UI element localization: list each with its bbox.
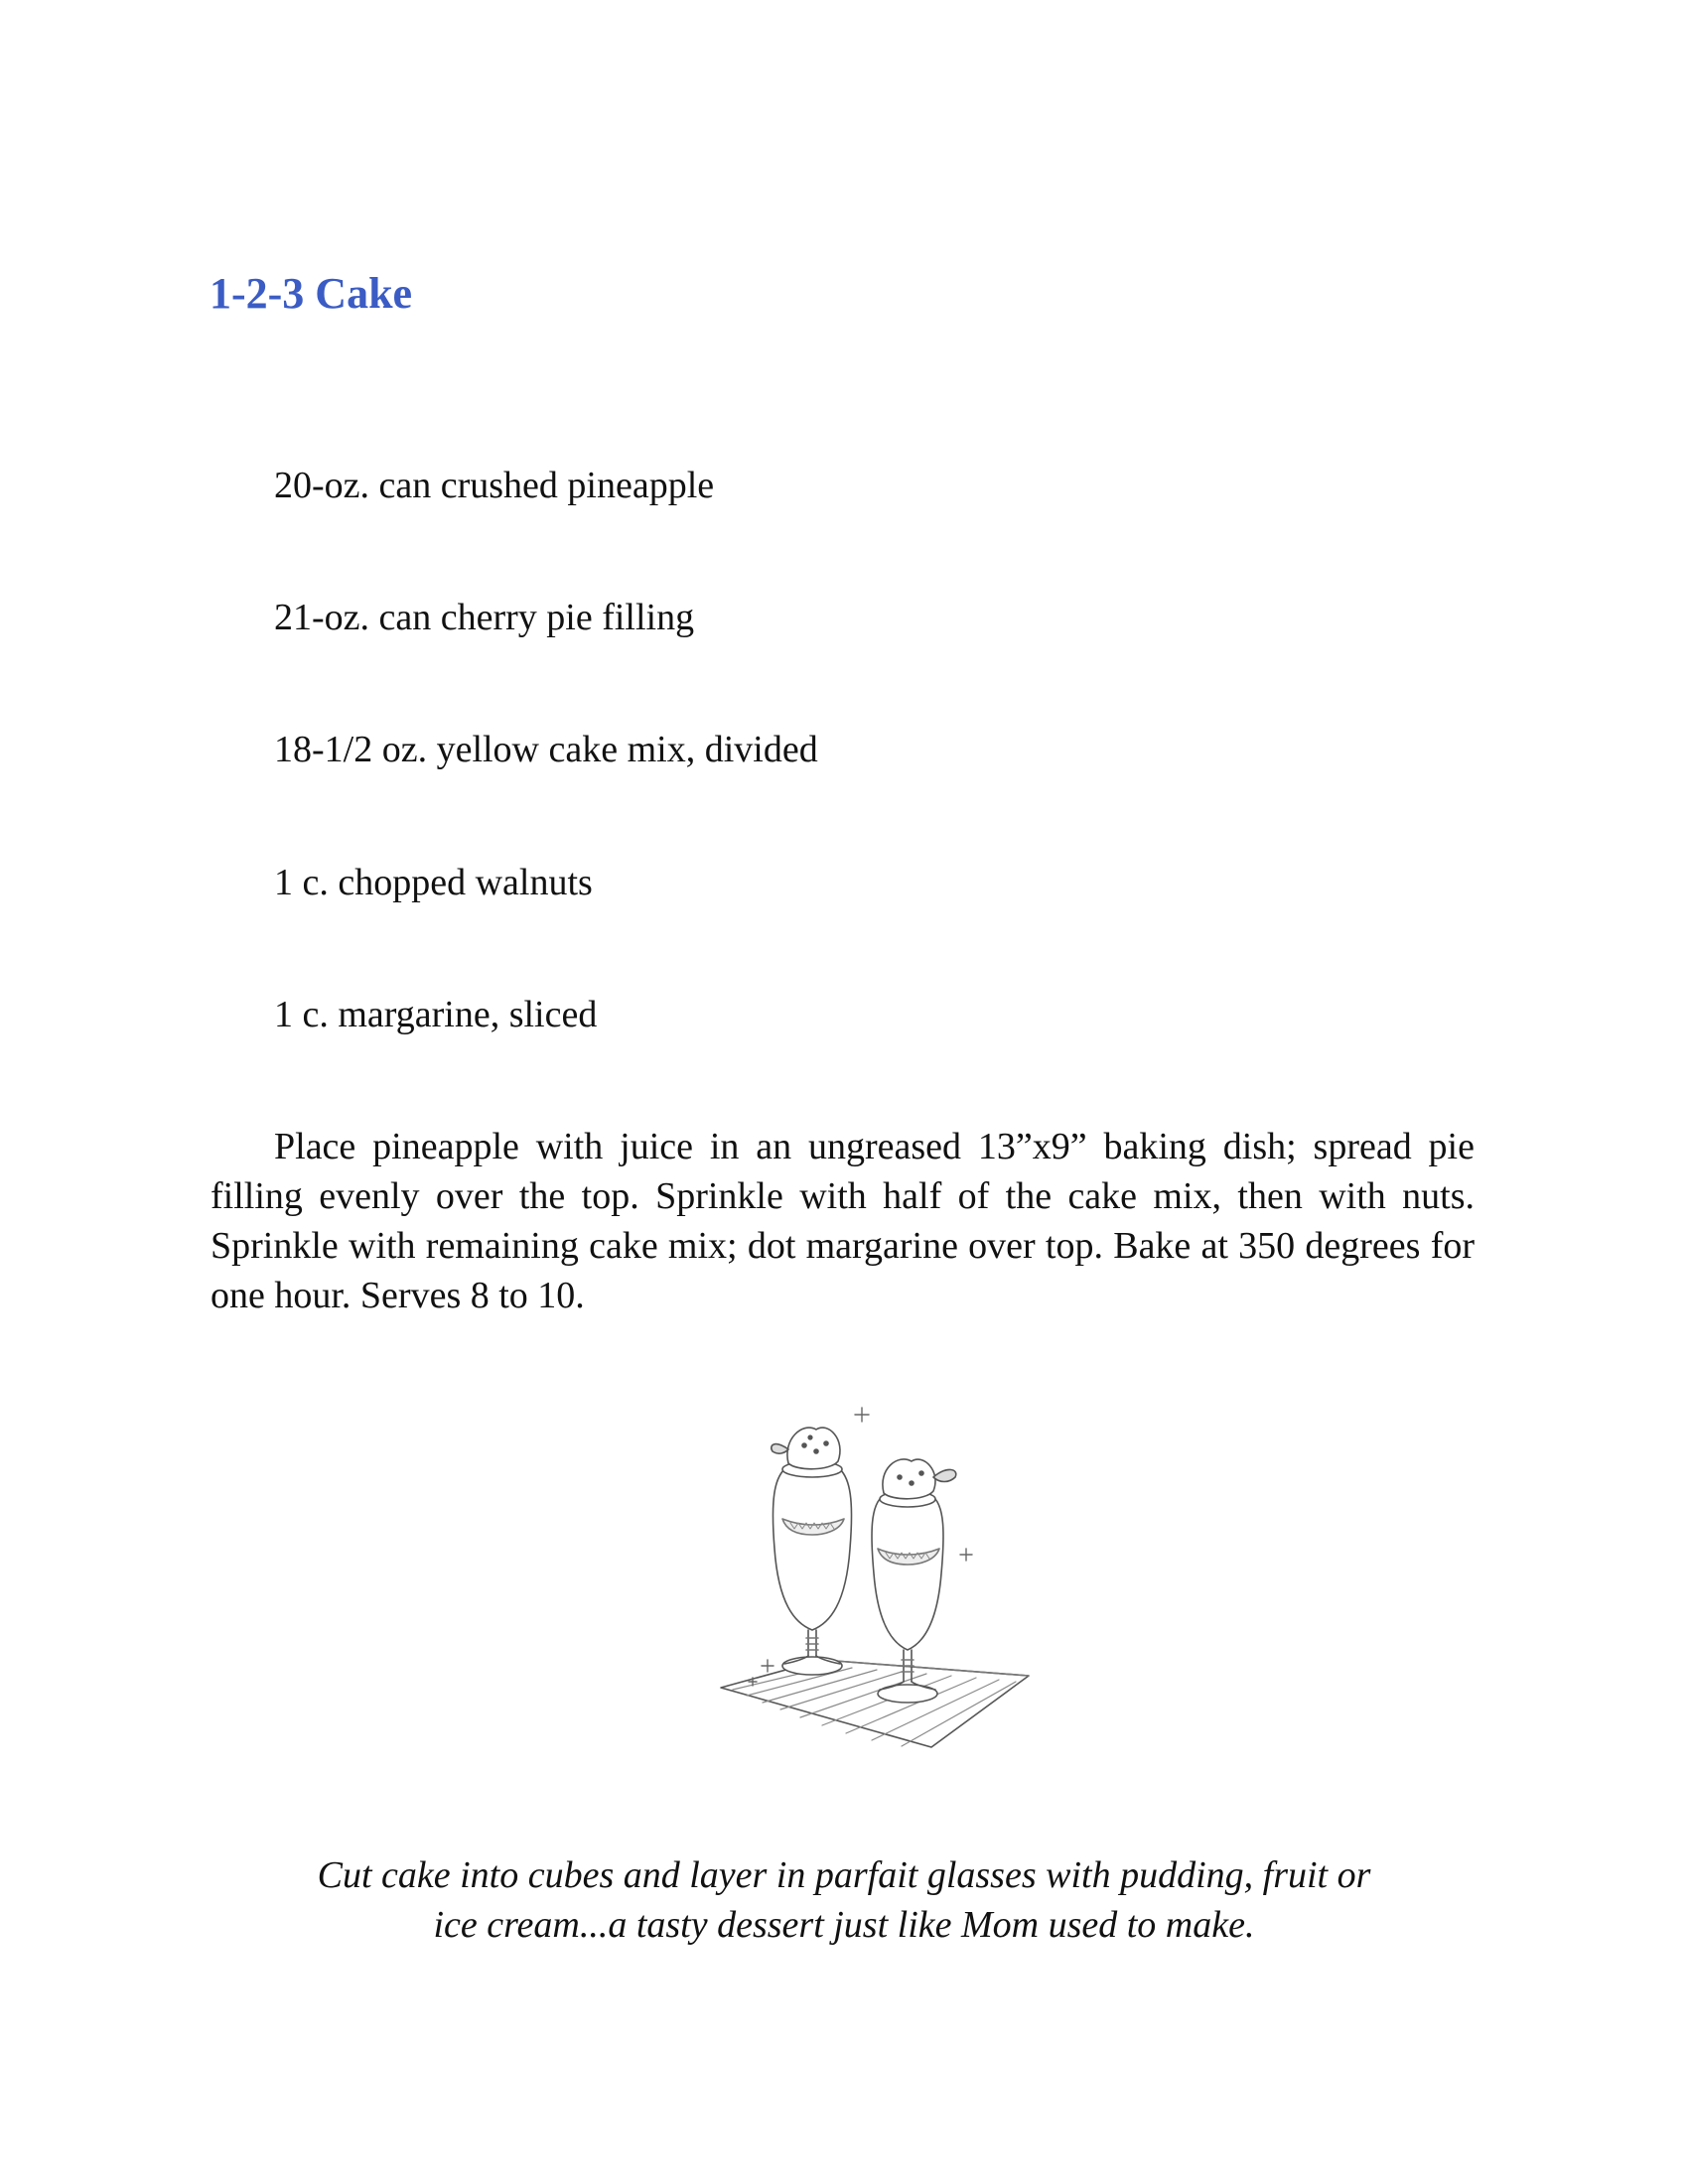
recipe-instructions: Place pineapple with juice in an ungreased 13”x9” baking dish; spread pie filling evenly over the top. Sprinkle with half of the cake mix, then with nuts. Sprinkle with remaining cake mix; dot margarine over top. Bake at 350 degrees for one hour. Serves 8 to 10. — [211, 1126, 1475, 1316]
ingredient-item: 21-oz. can cherry pie filling — [274, 597, 695, 638]
ingredient-item: 18-1/2 oz. yellow cake mix, divided — [274, 729, 818, 770]
parfait-glasses-illustration — [713, 1400, 1031, 1757]
serving-tip-line: ice cream...a tasty dessert just like Mom used to make. — [433, 1904, 1255, 1946]
serving-tip — [228, 1850, 1460, 1950]
ingredient-item: 1 c. chopped walnuts — [274, 862, 593, 903]
ingredient-item: 20-oz. can crushed pineapple — [274, 465, 715, 506]
left-parfait-glass — [772, 1428, 852, 1675]
recipe-title: 1-2-3 Cake — [210, 269, 413, 318]
ingredient-item: 1 c. margarine, sliced — [274, 994, 598, 1035]
serving-tip-line: Cut cake into cubes and layer in parfait glasses with pudding, fruit or — [317, 1854, 1371, 1896]
placemat — [721, 1660, 1029, 1747]
